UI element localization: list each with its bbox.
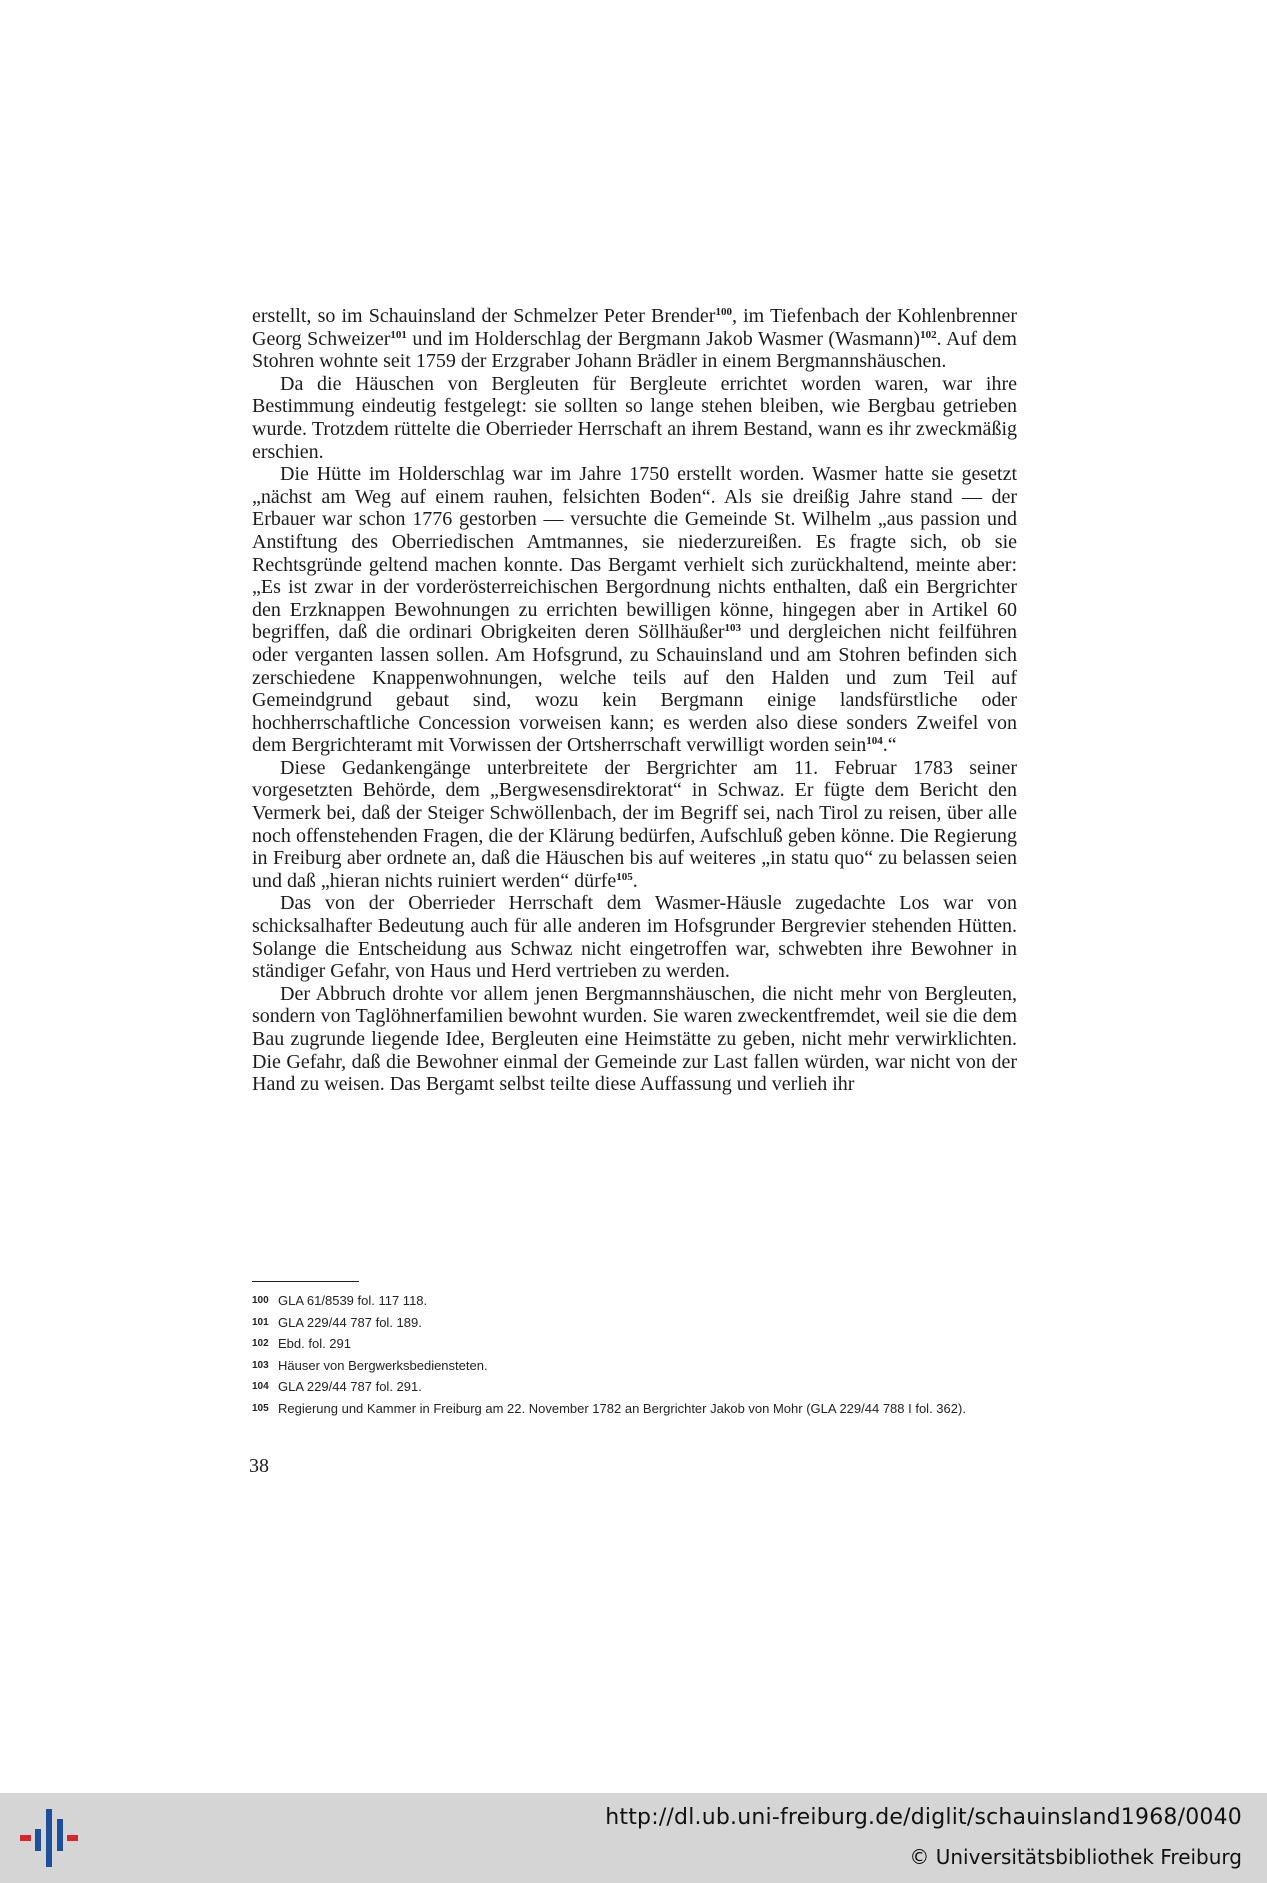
footnote-number: 103 [252, 1359, 269, 1371]
footnote-reference[interactable]: 104 [866, 735, 883, 748]
footnote-number: 101 [252, 1316, 269, 1328]
body-paragraph [252, 757, 1017, 893]
footnote [252, 1398, 1017, 1420]
body-text [252, 305, 1017, 1096]
text-run: .“ [882, 734, 897, 757]
footnote-text: Ebd. fol. 291 [278, 1336, 351, 1351]
footnote-reference[interactable]: 102 [920, 328, 937, 341]
footnote [252, 1333, 1017, 1355]
footnote [252, 1355, 1017, 1377]
text-run: und dergleichen nicht feilführen oder verganten lassen sollen. Am Hofsgrund, zu Schauinsland und am Stohren befinden sich zerschiedene Knappenwohnungen, welche teils auf den Halden und zum Teil auf Gemeindgrund gebaut sind, wozu kein Bergmann einige landsfürstliche oder hochherrschaftliche Concession vorweisen kann; es werden also diese sonders Zweifel von dem Bergrichteramt mit Vorwissen der Ortsherrschaft verwilligt worden sein [252, 621, 1017, 757]
text-run: Die Hütte im Holderschlag war im Jahre 1750 erstellt worden. Wasmer hatte sie gesetzt „nächst am Weg auf einem rauhen, felsichten Boden“. Als sie dreißig Jahre stand — der Erbauer war schon 1776 gestorben — versuchte die Gemeinde St. Wilhelm „aus passion und Anstiftung des Oberriedischen Amtmannes, sie niederzureißen. Es fragte sich, ob sie Rechtsgründe geltend machen konnte. Das Bergamt verhielt sich zurückhaltend, meinte aber: „Es ist zwar in der vorderösterreichischen Bergordnung nichts enthalten, daß ein Bergrichter den Erzknappen Bewohnungen zu errichten bewilligen könne, hingegen aber in Artikel 60 begriffen, daß die ordinari Obrigkeiten deren Söllhäußer [252, 463, 1017, 644]
text-run: und im Holderschlag der Bergmann Jakob Wasmer (Wasmann) [406, 327, 921, 350]
footnotes [252, 1290, 1017, 1419]
footnote [252, 1290, 1017, 1312]
body-paragraph [252, 892, 1017, 982]
ub-freiburg-logo-icon [18, 1807, 80, 1869]
footnote-number: 104 [252, 1381, 269, 1392]
footnote-text: GLA 229/44 787 fol. 291. [278, 1379, 422, 1394]
footnote-text: GLA 61/8539 fol. 117 118. [278, 1293, 428, 1308]
footnote-text: Regierung und Kammer in Freiburg am 22. November 1782 an Bergrichter Jakob von Mohr (GLA 229/44 788 I fol. 362). [278, 1400, 966, 1416]
text-run: Diese Gedankengänge unterbreitete der Bergrichter am 11. Februar 1783 seiner vorgesetzten Behörde, dem „Bergwesensdirektorat“ in Schwaz. Er fügte dem Bericht den Vermerk bei, daß der Steiger Schwöllenbach, der im Begriff sei, nach Tirol zu reisen, über alle noch offenstehenden Fragen, die der Klärung bedürfen, Aufschluß geben könne. Die Regierung in Freiburg aber ordnete an, daß die Häuschen bis auf weiteres „in statu quo“ zu belassen seien und daß „hieran nichts ruiniert werden“ dürfe [252, 756, 1017, 892]
text-run: . [632, 869, 638, 892]
text-run: Da die Häuschen von Bergleuten für Bergleute errichtet worden waren, war ihre Bestimmung eindeutig festgelegt: sie sollten so lange stehen bleiben, wie Bergbau getrieben wurde. Trotzdem rüttelte die Oberrieder Herrschaft an ihrem Bestand, wann es ihr zweckmäßig erschien. [252, 372, 1017, 463]
body-paragraph [252, 305, 1017, 373]
text-run: erstellt, so im Schauinsland der Schmelzer Peter Brender [252, 305, 716, 327]
copyright-text: © Universitätsbibliothek Freiburg [909, 1845, 1242, 1869]
body-paragraph [252, 373, 1017, 463]
footnote [252, 1376, 1017, 1398]
page-number: 38 [249, 1455, 269, 1477]
footnote-number: 102 [252, 1338, 269, 1349]
text-run: Der Abbruch drohte vor allem jenen Bergmannshäuschen, die nicht mehr von Bergleuten, sondern von Taglöhnerfamilien bewohnt wurden. Sie waren zweckentfremdet, weil sie die dem Bau zugrunde liegende Idee, Bergleuten eine Heimstätte zu geben, nicht mehr verwirklichten. Die Gefahr, daß die Bewohner einmal der Gemeinde zur Last fallen würden, war nicht von der Hand zu weisen. Das Bergamt selbst teilte diese Auffassung und verlieh ihr [252, 982, 1017, 1096]
footnote-reference[interactable]: 105 [616, 870, 633, 883]
body-paragraph [252, 463, 1017, 757]
source-url-link[interactable]: http://dl.ub.uni-freiburg.de/diglit/schauinsland1968/0040 [605, 1805, 1242, 1830]
footnote-text: GLA 229/44 787 fol. 189. [278, 1314, 422, 1330]
footnote-reference[interactable]: 103 [724, 622, 741, 635]
text-run: . Auf dem Stohren wohnte seit 1759 der Erzgraber Johann Brädler in einem Bergmannshäuschen. [252, 327, 1017, 373]
footnote-reference[interactable]: 101 [390, 328, 407, 341]
footnote-number: 105 [252, 1402, 269, 1414]
footnote [252, 1312, 1017, 1334]
footnote-number: 100 [252, 1295, 269, 1306]
footnote-reference[interactable]: 100 [715, 306, 732, 318]
text-run: Das von der Oberrieder Herrschaft dem Wasmer-Häusle zugedachte Los war von schicksalhafter Bedeutung auch für alle anderen im Hofsgrunder Bergrevier stehenden Hütten. Solange die Entscheidung aus Schwaz nicht eingetroffen war, schwebten ihre Bewohner in ständiger Gefahr, von Haus und Herd vertrieben zu werden. [252, 892, 1017, 983]
footnote-text: Häuser von Bergwerksbediensteten. [278, 1357, 488, 1373]
text-run: , im Tiefenbach der Kohlenbrenner Georg Schweizer [252, 305, 1017, 350]
body-paragraph [252, 983, 1017, 1096]
footer-bar [0, 1793, 1267, 1883]
footnote-divider [252, 1281, 359, 1282]
